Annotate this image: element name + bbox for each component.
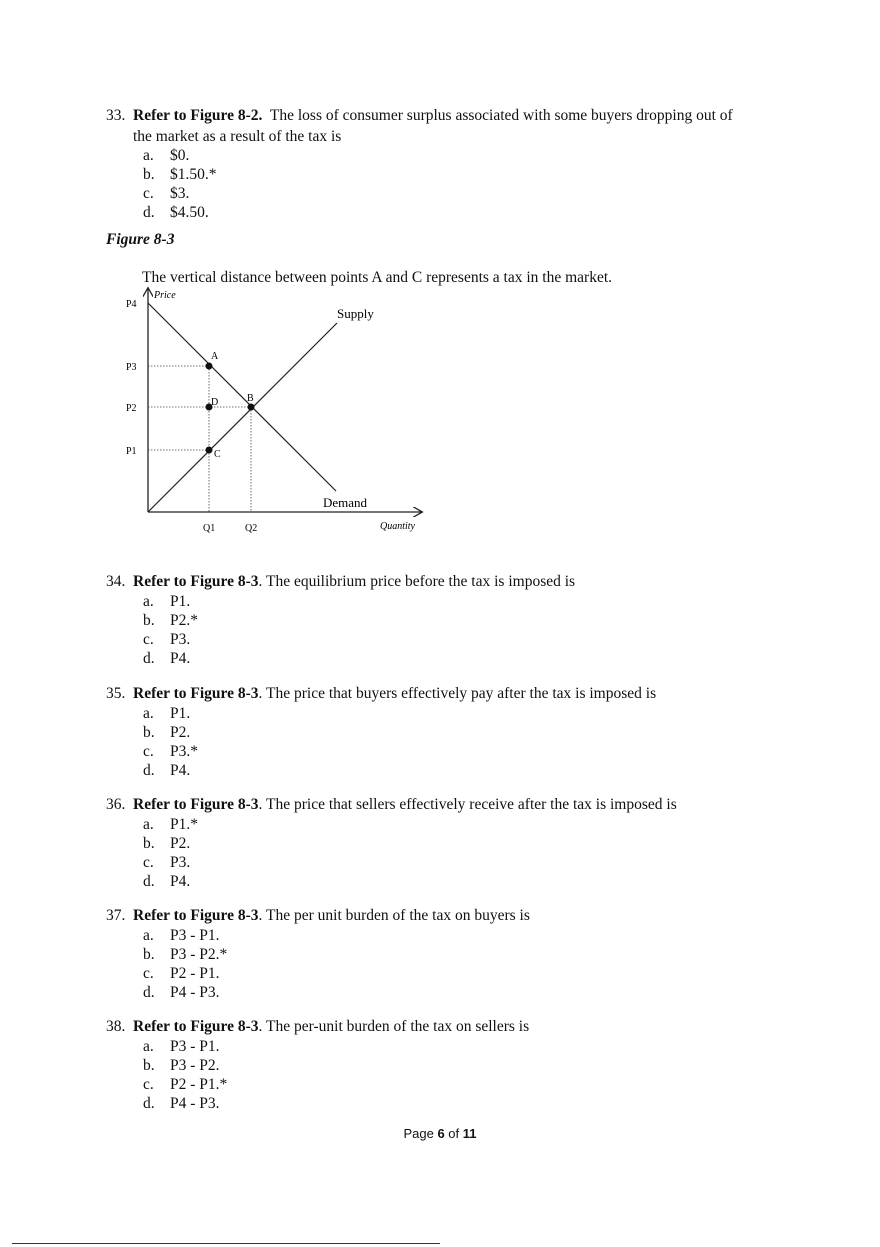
option-d <box>143 1094 786 1113</box>
point-a <box>206 363 213 370</box>
y-tick-p1: P1 <box>126 446 137 457</box>
supply-curve <box>148 323 337 512</box>
option-text: P4. <box>170 873 191 890</box>
option-d <box>143 649 786 668</box>
x-tick-q1: Q1 <box>203 523 216 534</box>
option-b <box>143 723 786 742</box>
option-a <box>143 1037 786 1056</box>
option-letter: d. <box>143 650 155 667</box>
option-letter: c. <box>143 743 154 760</box>
options-list <box>143 704 786 780</box>
quantity-axis-label: Quantity <box>380 521 415 532</box>
option-text: P1.* <box>170 816 198 833</box>
y-tick-p4: P4 <box>126 299 137 310</box>
page-number: 6 <box>437 1126 445 1141</box>
y-tick-p3: P3 <box>126 362 137 373</box>
option-letter: d. <box>143 984 155 1001</box>
question-35 <box>106 683 786 780</box>
option-text: P2 - P1.* <box>170 1076 228 1093</box>
option-text: P3 - P1. <box>170 927 220 944</box>
option-b <box>143 611 786 630</box>
option-a <box>143 704 786 723</box>
question-33 <box>106 105 786 222</box>
option-c <box>143 1075 786 1094</box>
option-letter: c. <box>143 854 154 871</box>
question-number: 33. <box>106 107 126 124</box>
option-letter: b. <box>143 946 155 963</box>
question-stem: The loss of consumer surplus associated with some buyers dropping out of <box>262 107 733 124</box>
option-b <box>143 165 786 184</box>
option-letter: b. <box>143 724 155 741</box>
option-letter: a. <box>143 593 154 610</box>
y-tick-p2: P2 <box>126 403 137 414</box>
demand-label: Demand <box>323 495 368 510</box>
supply-demand-graph <box>110 283 440 538</box>
option-text: P3. <box>170 631 191 648</box>
question-number: 36. <box>106 796 126 813</box>
option-text: $1.50.* <box>170 166 217 183</box>
option-text: P1. <box>170 593 191 610</box>
option-letter: d. <box>143 204 155 221</box>
option-b <box>143 945 786 964</box>
option-letter: c. <box>143 965 154 982</box>
option-text: P3. <box>170 854 191 871</box>
option-text: P2 - P1. <box>170 965 220 982</box>
option-letter: b. <box>143 835 155 852</box>
figure-reference: Refer to Figure 8-3 <box>133 685 259 702</box>
question-37 <box>106 905 786 1002</box>
option-b <box>143 1056 786 1075</box>
point-label-b: B <box>247 393 254 404</box>
option-letter: c. <box>143 1076 154 1093</box>
page-footer <box>0 1126 880 1141</box>
figure-reference: Refer to Figure 8-2. <box>133 107 263 124</box>
option-text: P2. <box>170 724 191 741</box>
figure-reference: Refer to Figure 8-3 <box>133 796 259 813</box>
option-text: P2.* <box>170 612 198 629</box>
point-label-d: D <box>211 397 219 408</box>
option-letter: b. <box>143 1057 155 1074</box>
point-c <box>206 447 213 454</box>
options-list <box>143 592 786 668</box>
point-label-c: C <box>214 449 221 460</box>
option-c <box>143 853 786 872</box>
option-text: P4. <box>170 762 191 779</box>
demand-curve <box>148 303 336 491</box>
option-d <box>143 761 786 780</box>
question-stem: . The per-unit burden of the tax on sellers is <box>258 1018 530 1035</box>
option-c <box>143 742 786 761</box>
option-letter: a. <box>143 816 154 833</box>
option-letter: a. <box>143 705 154 722</box>
page-total: 11 <box>462 1126 477 1141</box>
option-text: P3 - P1. <box>170 1038 220 1055</box>
figure-reference: Refer to Figure 8-3 <box>133 907 259 924</box>
option-d <box>143 203 786 222</box>
bottom-rule <box>12 1243 440 1244</box>
option-text: P4 - P3. <box>170 1095 220 1112</box>
option-text: P3 - P2. <box>170 1057 220 1074</box>
option-a <box>143 926 786 945</box>
option-d <box>143 872 786 891</box>
option-text: $0. <box>170 147 190 164</box>
options-list <box>143 146 786 222</box>
option-letter: a. <box>143 927 154 944</box>
option-text: P4. <box>170 650 191 667</box>
option-c <box>143 964 786 983</box>
question-stem: . The price that sellers effectively receive after the tax is imposed is <box>258 796 677 813</box>
option-text: P2. <box>170 835 191 852</box>
options-list <box>143 1037 786 1113</box>
question-number: 38. <box>106 1018 126 1035</box>
price-axis-label: Price <box>154 290 176 301</box>
footer-middle: of <box>444 1126 463 1141</box>
option-letter: d. <box>143 873 155 890</box>
options-list <box>143 926 786 1002</box>
options-list <box>143 815 786 891</box>
option-letter: b. <box>143 166 155 183</box>
option-letter: b. <box>143 612 155 629</box>
question-number: 34. <box>106 573 126 590</box>
question-number: 37. <box>106 907 126 924</box>
question-number: 35. <box>106 685 126 702</box>
option-text: $4.50. <box>170 204 209 221</box>
point-label-a: A <box>211 351 219 362</box>
option-a <box>143 815 786 834</box>
option-letter: a. <box>143 1038 154 1055</box>
option-letter: c. <box>143 185 154 202</box>
supply-label: Supply <box>337 306 374 321</box>
option-text: P1. <box>170 705 191 722</box>
option-c <box>143 184 786 203</box>
question-36 <box>106 794 786 891</box>
option-letter: c. <box>143 631 154 648</box>
figure-reference: Refer to Figure 8-3 <box>133 573 259 590</box>
question-38 <box>106 1016 786 1113</box>
option-d <box>143 983 786 1002</box>
question-34 <box>106 571 786 668</box>
question-stem: . The price that buyers effectively pay after the tax is imposed is <box>258 685 657 702</box>
option-a <box>143 592 786 611</box>
figure-reference: Refer to Figure 8-3 <box>133 1018 259 1035</box>
option-letter: d. <box>143 762 155 779</box>
point-b <box>248 404 255 411</box>
option-text: P3 - P2.* <box>170 946 228 963</box>
question-stem: . The per unit burden of the tax on buyers is <box>258 907 530 924</box>
option-text: $3. <box>170 185 190 202</box>
question-stem-continued: the market as a result of the tax is <box>133 128 342 145</box>
option-text: P4 - P3. <box>170 984 220 1001</box>
option-letter: a. <box>143 147 154 164</box>
figure-title: Figure 8-3 <box>106 231 175 248</box>
figure-caption: The vertical distance between points A and C represents a tax in the market. <box>142 269 613 286</box>
option-letter: d. <box>143 1095 155 1112</box>
footer-prefix: Page <box>403 1126 438 1141</box>
option-text: P3.* <box>170 743 198 760</box>
option-b <box>143 834 786 853</box>
option-a <box>143 146 786 165</box>
option-c <box>143 630 786 649</box>
question-stem: . The equilibrium price before the tax is imposed is <box>258 573 576 590</box>
x-tick-q2: Q2 <box>245 523 258 534</box>
